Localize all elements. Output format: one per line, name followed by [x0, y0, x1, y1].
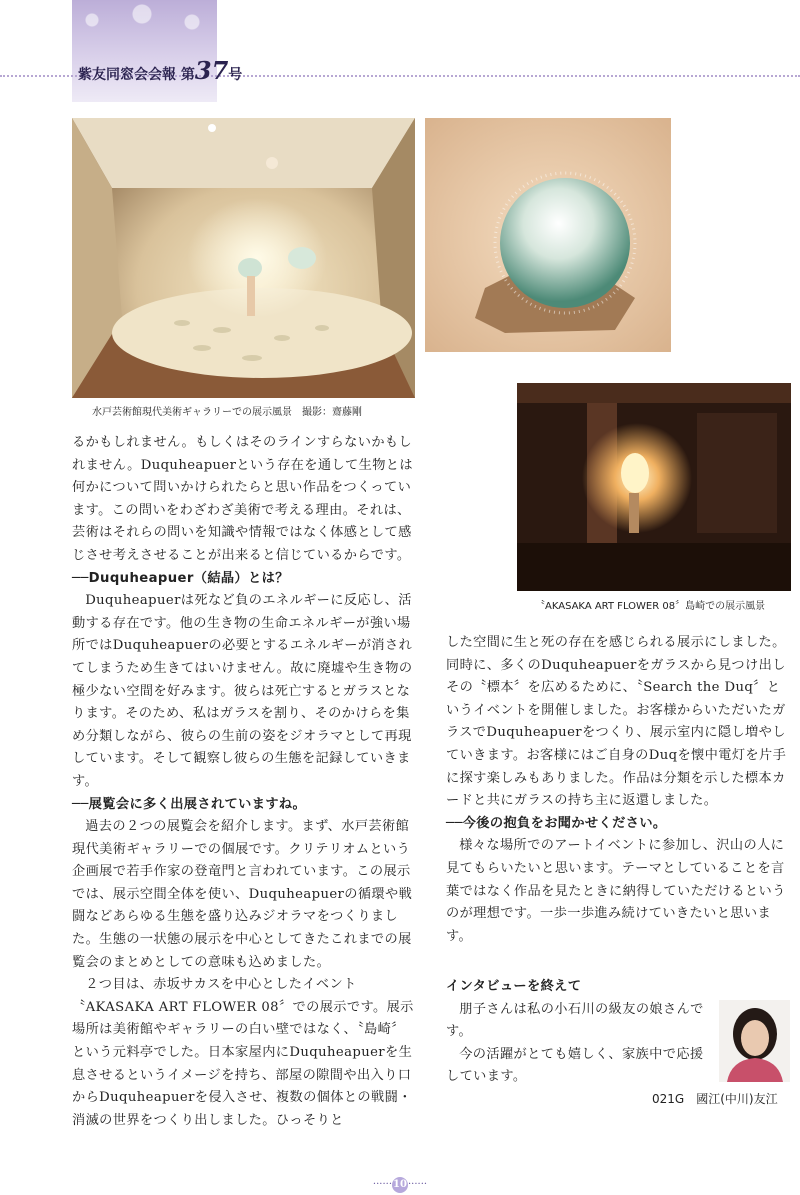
- caption-mito: 水戸芸術館現代美術ギャラリーでの展示風景 撮影：齋藤剛: [92, 407, 362, 418]
- interview-afterword: [446, 976, 708, 1089]
- left-column-text: [72, 432, 416, 1132]
- page-number-value: 10: [392, 1177, 408, 1193]
- afterword-signature: 021G 國江(中川)友江: [652, 1092, 778, 1106]
- portrait-photo: [719, 1000, 790, 1082]
- photo-akasaka: [517, 383, 791, 591]
- question-exhibitions: ──展覧会に多く出展されていますね。: [72, 796, 307, 812]
- header-tab: [72, 0, 217, 102]
- paragraph-akasaka-continued: した空間に生と死の存在を感じられる展示にしました。同時に、多くのDuquheapuerをガラスから見つけ出しその〝標本〞を広めるために、〝Search the Duq〞というイベントを開催しました。お客様からいただいたガラスでDuquheapuerをつくり、展示室内に隠し増やしていきます。お客様にはご自身のDuqを懐中電灯を片手に探す楽しみもありました。作品は分類を示した標本カードと共にガラスの持ち主に返還しました。: [446, 635, 787, 809]
- akasaka-room-image: [517, 383, 791, 591]
- header-pattern: [72, 0, 217, 46]
- afterword-paragraph-2: 今の活躍がとても嬉しく、家族中で応援しています。: [446, 1046, 704, 1085]
- paragraph-aspirations: 様々な場所でのアートイベントに参加し、沢山の人に見てもらいたいと思います。テーマとしていることを言葉ではなく作品を見たときに納得していただけるというのが理想です。一歩一歩進み続けていきたいと思います。: [446, 838, 786, 944]
- paragraph-exhibition-mito: 過去の２つの展覧会を紹介します。まず、水戸芸術館現代美術ギャラリーでの個展です。クリテリオムという企画展で若手作家の登竜門と言われています。この展示では、展示空間全体を使い、Duquheapuerの循環や戦闘などあらゆる生態を盛り込みジオラマをつくりました。生態の一状態の展示を中心としてきたこれまでの展覧会のまとめとしての意味も込めました。: [72, 819, 413, 970]
- gallery-room-image: [72, 118, 415, 398]
- paragraph-intro-continued: るかもしれません。もしくはそのラインすらないかもしれません。Duquheapuerという存在を通して生物とは何かについて問いかけられたらと思い作品をつくっています。この問いをわざわざ美術で考える理由。それは、芸術はそれらの問いを知識や情報ではなく体感として感じさせ考えさせることが出来ると信じているからです。: [72, 435, 413, 563]
- right-column-text: [446, 632, 790, 948]
- newsletter-name: 紫友同窓会会報 第: [78, 67, 195, 83]
- afterword-heading: インタビューを終えて: [446, 979, 582, 994]
- paragraph-duquheapuer: Duquheapuerは死など負のエネルギーに反応し、活動する存在です。他の生き物の生命エネルギーが強い場所ではDuquheapuerの必要とするエネルギーが消されてしまうため生きてはいけません。故に廃墟や生き物の極少ない空間を好みます。彼らは死亡するとガラスとなります。そのため、私はガラスを割り、そのかけらを集め分類しながら、彼らの生前の姿をジオラマとして再現しています。そして観察し彼らの生態を記録していきます。: [72, 593, 413, 789]
- issue-number: 37: [194, 56, 229, 85]
- photo-mito-gallery: [72, 118, 415, 398]
- page-number: ······10······: [360, 1177, 440, 1193]
- portrait-image: [719, 1000, 790, 1082]
- question-aspirations: ──今後の抱負をお聞かせください。: [446, 815, 667, 831]
- afterword-paragraph-1: 朋子さんは私の小石川の級友の娘さんです。: [446, 1001, 704, 1040]
- caption-akasaka: 〝AKASAKA ART FLOWER 08〞島崎での展示風景: [535, 601, 766, 612]
- photo-green-sphere: [425, 118, 671, 352]
- paragraph-exhibition-akasaka: ２つ目は、赤坂サカスを中心としたイベント〝AKASAKA ART FLOWER 08〞での展示です。展示場所は美術館やギャラリーの白い壁ではなく、〝島崎〞という元料亭でした。日本家屋内にDuquheapuerを生息させるというイメージを持ち、部屋の隙間や出入り口からDuquheapuerを侵入させ、複数の個体との戦闘・消滅の世界をつくり出しました。ひっそりと: [72, 977, 414, 1128]
- question-duquheapuer: ──Duquheapuer（結晶）とは？: [72, 570, 289, 586]
- newsletter-title: [78, 56, 242, 85]
- sphere-artwork-image: [425, 118, 671, 352]
- issue-suffix: 号: [228, 67, 243, 83]
